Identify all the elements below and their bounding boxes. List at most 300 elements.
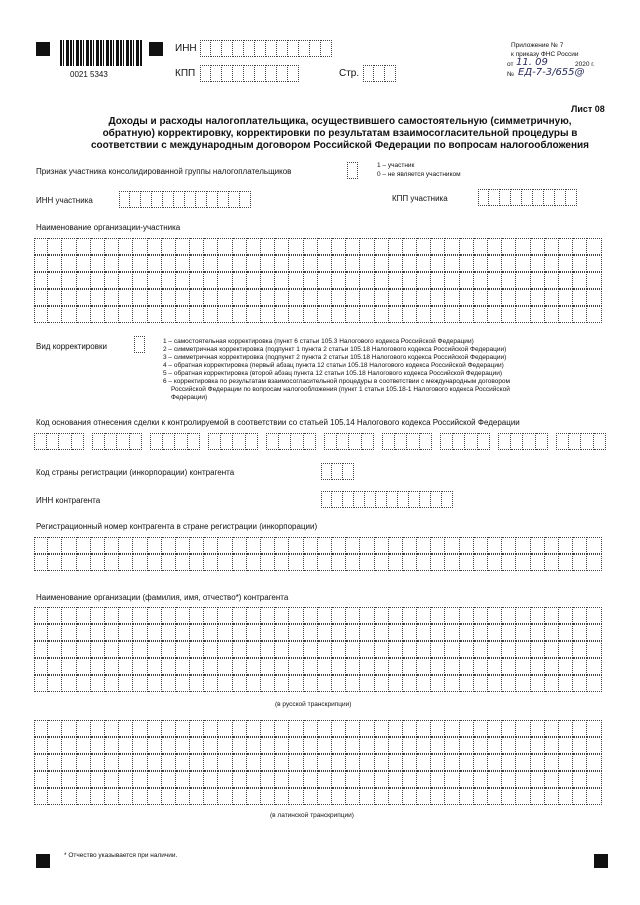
deal-code-cell[interactable] xyxy=(581,433,594,450)
grid-cell[interactable] xyxy=(304,641,318,658)
grid-cell[interactable] xyxy=(502,624,516,641)
grid-cell[interactable] xyxy=(502,554,516,571)
grid-cell[interactable] xyxy=(360,238,374,255)
grid-cell[interactable] xyxy=(119,754,133,771)
grid-cell[interactable] xyxy=(573,737,587,754)
grid-cell[interactable] xyxy=(545,537,559,554)
grid-cell[interactable] xyxy=(162,771,176,788)
grid-cell[interactable] xyxy=(247,658,261,675)
grid-cell[interactable] xyxy=(176,238,190,255)
kpp-participant-cells[interactable] xyxy=(478,189,577,206)
grid-cell[interactable] xyxy=(48,607,62,624)
grid-cell[interactable] xyxy=(587,289,601,306)
grid-cell[interactable] xyxy=(148,238,162,255)
grid-cell[interactable] xyxy=(318,272,332,289)
grid-cell[interactable] xyxy=(218,306,232,323)
grid-cell[interactable] xyxy=(48,754,62,771)
grid-cell[interactable] xyxy=(105,238,119,255)
deal-code-cell[interactable] xyxy=(349,433,362,450)
grid-cell[interactable] xyxy=(204,754,218,771)
grid-cell[interactable] xyxy=(488,537,502,554)
grid-cell[interactable] xyxy=(318,238,332,255)
grid-cell[interactable] xyxy=(275,788,289,805)
grid-cell[interactable] xyxy=(389,289,403,306)
deal-code-cell[interactable] xyxy=(594,433,607,450)
grid-cell[interactable] xyxy=(91,754,105,771)
grid-cell[interactable] xyxy=(190,238,204,255)
grid-cell[interactable] xyxy=(204,289,218,306)
grid-cell[interactable] xyxy=(176,607,190,624)
grid-row[interactable] xyxy=(34,788,602,805)
grid-cell[interactable] xyxy=(148,289,162,306)
grid-cell[interactable] xyxy=(91,537,105,554)
grid-cell[interactable] xyxy=(502,607,516,624)
grid-cell[interactable] xyxy=(34,272,48,289)
deal-code-cell[interactable] xyxy=(556,433,569,450)
grid-cell[interactable] xyxy=(488,255,502,272)
grid-cell[interactable] xyxy=(77,624,91,641)
grid-cell[interactable] xyxy=(133,754,147,771)
grid-cell[interactable] xyxy=(587,754,601,771)
grid-cell[interactable] xyxy=(261,624,275,641)
grid-cell[interactable] xyxy=(559,658,573,675)
grid-cell[interactable] xyxy=(417,272,431,289)
grid-cell[interactable] xyxy=(48,788,62,805)
grid-cell[interactable] xyxy=(318,737,332,754)
grid-cell[interactable] xyxy=(48,537,62,554)
grid-cell[interactable] xyxy=(474,641,488,658)
grid-cell[interactable] xyxy=(445,306,459,323)
grid-cell[interactable] xyxy=(346,641,360,658)
grid-cell[interactable] xyxy=(77,675,91,692)
grid-cell[interactable] xyxy=(91,788,105,805)
grid-cell[interactable] xyxy=(389,754,403,771)
grid-cell[interactable] xyxy=(91,771,105,788)
grid-cell[interactable] xyxy=(417,238,431,255)
grid-cell[interactable] xyxy=(289,641,303,658)
grid-cell[interactable] xyxy=(488,737,502,754)
grid-cell[interactable] xyxy=(545,607,559,624)
grid-cell[interactable] xyxy=(133,624,147,641)
grid-cell[interactable] xyxy=(133,641,147,658)
grid-cell[interactable] xyxy=(62,771,76,788)
grid-cell[interactable] xyxy=(389,641,403,658)
grid-cell[interactable] xyxy=(531,641,545,658)
grid-cell[interactable] xyxy=(318,306,332,323)
grid-cell[interactable] xyxy=(176,537,190,554)
grid-cell[interactable] xyxy=(445,720,459,737)
grid-cell[interactable] xyxy=(62,624,76,641)
grid-cell[interactable] xyxy=(176,675,190,692)
grid-cell[interactable] xyxy=(162,641,176,658)
deal-code-group[interactable] xyxy=(556,433,606,450)
deal-code-cell[interactable] xyxy=(72,433,85,450)
grid-cell[interactable] xyxy=(403,771,417,788)
grid-row[interactable] xyxy=(34,306,602,323)
grid-cell[interactable] xyxy=(148,754,162,771)
deal-code-cell[interactable] xyxy=(47,433,60,450)
grid-cell[interactable] xyxy=(62,306,76,323)
grid-cell[interactable] xyxy=(218,255,232,272)
inn-counterparty-cells[interactable] xyxy=(321,491,453,508)
grid-cell[interactable] xyxy=(162,675,176,692)
grid-row[interactable] xyxy=(34,771,602,788)
deal-code-cell[interactable] xyxy=(337,433,350,450)
grid-cell[interactable] xyxy=(148,720,162,737)
grid-cell[interactable] xyxy=(545,788,559,805)
grid-cell[interactable] xyxy=(516,607,530,624)
grid-cell[interactable] xyxy=(417,537,431,554)
grid-row[interactable] xyxy=(34,720,602,737)
grid-cell[interactable] xyxy=(445,272,459,289)
grid-cell[interactable] xyxy=(474,737,488,754)
grid-cell[interactable] xyxy=(77,641,91,658)
grid-cell[interactable] xyxy=(162,754,176,771)
grid-cell[interactable] xyxy=(332,255,346,272)
grid-cell[interactable] xyxy=(360,554,374,571)
deal-code-cell[interactable] xyxy=(188,433,201,450)
grid-cell[interactable] xyxy=(190,771,204,788)
grid-cell[interactable] xyxy=(389,255,403,272)
grid-cell[interactable] xyxy=(247,607,261,624)
grid-cell[interactable] xyxy=(516,272,530,289)
grid-cell[interactable] xyxy=(34,607,48,624)
grid-row[interactable] xyxy=(34,272,602,289)
grid-cell[interactable] xyxy=(261,607,275,624)
grid-cell[interactable] xyxy=(275,658,289,675)
grid-cell[interactable] xyxy=(162,720,176,737)
grid-cell[interactable] xyxy=(48,272,62,289)
grid-cell[interactable] xyxy=(275,306,289,323)
grid-cell[interactable] xyxy=(460,788,474,805)
grid-cell[interactable] xyxy=(247,306,261,323)
grid-cell[interactable] xyxy=(474,238,488,255)
grid-cell[interactable] xyxy=(261,788,275,805)
grid-cell[interactable] xyxy=(531,624,545,641)
grid-cell[interactable] xyxy=(133,675,147,692)
deal-code-cell[interactable] xyxy=(291,433,304,450)
grid-cell[interactable] xyxy=(77,607,91,624)
grid-cell[interactable] xyxy=(417,306,431,323)
kpp-cells[interactable] xyxy=(200,65,299,82)
grid-cell[interactable] xyxy=(176,289,190,306)
grid-cell[interactable] xyxy=(91,238,105,255)
grid-cell[interactable] xyxy=(346,624,360,641)
grid-cell[interactable] xyxy=(431,737,445,754)
grid-cell[interactable] xyxy=(233,238,247,255)
deal-code-cell[interactable] xyxy=(208,433,221,450)
grid-cell[interactable] xyxy=(275,624,289,641)
grid-cell[interactable] xyxy=(91,675,105,692)
grid-cell[interactable] xyxy=(148,306,162,323)
grid-cell[interactable] xyxy=(445,641,459,658)
grid-row[interactable] xyxy=(34,554,602,571)
grid-cell[interactable] xyxy=(304,675,318,692)
grid-cell[interactable] xyxy=(77,754,91,771)
grid-cell[interactable] xyxy=(346,720,360,737)
grid-cell[interactable] xyxy=(488,771,502,788)
deal-code-cell[interactable] xyxy=(150,433,163,450)
grid-cell[interactable] xyxy=(403,238,417,255)
grid-cell[interactable] xyxy=(460,720,474,737)
grid-cell[interactable] xyxy=(190,537,204,554)
grid-cell[interactable] xyxy=(162,554,176,571)
grid-cell[interactable] xyxy=(91,272,105,289)
grid-cell[interactable] xyxy=(573,641,587,658)
grid-cell[interactable] xyxy=(431,658,445,675)
grid-cell[interactable] xyxy=(233,607,247,624)
grid-cell[interactable] xyxy=(573,272,587,289)
grid-cell[interactable] xyxy=(119,788,133,805)
grid-cell[interactable] xyxy=(289,720,303,737)
grid-cell[interactable] xyxy=(133,272,147,289)
grid-cell[interactable] xyxy=(403,289,417,306)
grid-cell[interactable] xyxy=(417,624,431,641)
grid-cell[interactable] xyxy=(233,788,247,805)
deal-code-cell[interactable] xyxy=(523,433,536,450)
grid-cell[interactable] xyxy=(375,272,389,289)
grid-cell[interactable] xyxy=(431,272,445,289)
grid-cell[interactable] xyxy=(431,675,445,692)
grid-cell[interactable] xyxy=(218,675,232,692)
grid-cell[interactable] xyxy=(77,788,91,805)
grid-cell[interactable] xyxy=(162,238,176,255)
grid-cell[interactable] xyxy=(375,641,389,658)
grid-cell[interactable] xyxy=(247,272,261,289)
grid-cell[interactable] xyxy=(332,607,346,624)
grid-cell[interactable] xyxy=(346,537,360,554)
grid-cell[interactable] xyxy=(346,788,360,805)
grid-cell[interactable] xyxy=(332,720,346,737)
grid-cell[interactable] xyxy=(545,658,559,675)
grid-cell[interactable] xyxy=(190,272,204,289)
deal-code-group[interactable] xyxy=(208,433,258,450)
grid-cell[interactable] xyxy=(318,537,332,554)
grid-cell[interactable] xyxy=(360,641,374,658)
deal-code-cell[interactable] xyxy=(498,433,511,450)
grid-cell[interactable] xyxy=(289,554,303,571)
grid-cell[interactable] xyxy=(233,272,247,289)
grid-cell[interactable] xyxy=(573,624,587,641)
grid-cell[interactable] xyxy=(62,554,76,571)
grid-row[interactable] xyxy=(34,658,602,675)
grid-cell[interactable] xyxy=(360,658,374,675)
grid-cell[interactable] xyxy=(488,754,502,771)
grid-cell[interactable] xyxy=(190,624,204,641)
grid-cell[interactable] xyxy=(346,238,360,255)
grid-cell[interactable] xyxy=(77,306,91,323)
grid-cell[interactable] xyxy=(375,607,389,624)
grid-cell[interactable] xyxy=(261,289,275,306)
grid-cell[interactable] xyxy=(233,675,247,692)
grid-cell[interactable] xyxy=(431,754,445,771)
grid-cell[interactable] xyxy=(332,737,346,754)
grid-cell[interactable] xyxy=(119,658,133,675)
grid-cell[interactable] xyxy=(148,675,162,692)
grid-cell[interactable] xyxy=(275,771,289,788)
grid-cell[interactable] xyxy=(417,658,431,675)
grid-cell[interactable] xyxy=(559,737,573,754)
grid-cell[interactable] xyxy=(531,537,545,554)
grid-cell[interactable] xyxy=(105,306,119,323)
grid-cell[interactable] xyxy=(488,306,502,323)
grid-cell[interactable] xyxy=(403,788,417,805)
grid-cell[interactable] xyxy=(502,289,516,306)
grid-cell[interactable] xyxy=(48,255,62,272)
deal-code-cells[interactable] xyxy=(34,433,606,450)
grid-row[interactable] xyxy=(34,238,602,255)
grid-cell[interactable] xyxy=(460,255,474,272)
grid-cell[interactable] xyxy=(133,238,147,255)
grid-cell[interactable] xyxy=(204,238,218,255)
grid-cell[interactable] xyxy=(247,754,261,771)
grid-cell[interactable] xyxy=(48,554,62,571)
grid-cell[interactable] xyxy=(247,554,261,571)
grid-cell[interactable] xyxy=(91,306,105,323)
deal-code-group[interactable] xyxy=(440,433,490,450)
grid-cell[interactable] xyxy=(488,675,502,692)
grid-cell[interactable] xyxy=(62,658,76,675)
grid-cell[interactable] xyxy=(502,272,516,289)
grid-cell[interactable] xyxy=(233,641,247,658)
grid-cell[interactable] xyxy=(148,788,162,805)
grid-cell[interactable] xyxy=(148,607,162,624)
grid-cell[interactable] xyxy=(218,607,232,624)
grid-cell[interactable] xyxy=(417,720,431,737)
grid-cell[interactable] xyxy=(261,737,275,754)
grid-cell[interactable] xyxy=(105,641,119,658)
grid-cell[interactable] xyxy=(190,788,204,805)
grid-cell[interactable] xyxy=(431,554,445,571)
grid-cell[interactable] xyxy=(375,537,389,554)
grid-cell[interactable] xyxy=(218,737,232,754)
grid-cell[interactable] xyxy=(375,554,389,571)
grid-cell[interactable] xyxy=(218,720,232,737)
grid-cell[interactable] xyxy=(403,720,417,737)
grid-cell[interactable] xyxy=(545,771,559,788)
grid-cell[interactable] xyxy=(502,658,516,675)
grid-cell[interactable] xyxy=(389,788,403,805)
grid-cell[interactable] xyxy=(91,658,105,675)
grid-cell[interactable] xyxy=(105,771,119,788)
grid-cell[interactable] xyxy=(162,255,176,272)
grid-cell[interactable] xyxy=(119,537,133,554)
grid-cell[interactable] xyxy=(247,737,261,754)
grid-cell[interactable] xyxy=(573,754,587,771)
grid-cell[interactable] xyxy=(445,607,459,624)
grid-cell[interactable] xyxy=(261,306,275,323)
grid-cell[interactable] xyxy=(176,788,190,805)
grid-cell[interactable] xyxy=(91,737,105,754)
grid-cell[interactable] xyxy=(261,771,275,788)
inn-cells[interactable] xyxy=(200,40,332,57)
grid-cell[interactable] xyxy=(48,658,62,675)
grid-cell[interactable] xyxy=(275,737,289,754)
grid-cell[interactable] xyxy=(148,771,162,788)
grid-cell[interactable] xyxy=(403,624,417,641)
grid-cell[interactable] xyxy=(573,289,587,306)
grid-cell[interactable] xyxy=(573,238,587,255)
grid-cell[interactable] xyxy=(48,289,62,306)
grid-cell[interactable] xyxy=(545,272,559,289)
grid-cell[interactable] xyxy=(289,537,303,554)
grid-cell[interactable] xyxy=(304,771,318,788)
grid-cell[interactable] xyxy=(133,289,147,306)
grid-cell[interactable] xyxy=(573,658,587,675)
grid-cell[interactable] xyxy=(48,720,62,737)
deal-code-cell[interactable] xyxy=(279,433,292,450)
grid-cell[interactable] xyxy=(474,720,488,737)
grid-cell[interactable] xyxy=(587,658,601,675)
grid-cell[interactable] xyxy=(474,607,488,624)
grid-cell[interactable] xyxy=(559,754,573,771)
grid-cell[interactable] xyxy=(545,737,559,754)
country-code-cells[interactable] xyxy=(321,463,354,480)
deal-code-group[interactable] xyxy=(150,433,200,450)
grid-cell[interactable] xyxy=(417,641,431,658)
grid-cell[interactable] xyxy=(460,624,474,641)
grid-row[interactable] xyxy=(34,754,602,771)
grid-cell[interactable] xyxy=(148,255,162,272)
grid-cell[interactable] xyxy=(502,737,516,754)
grid-cell[interactable] xyxy=(573,537,587,554)
grid-cell[interactable] xyxy=(445,754,459,771)
grid-cell[interactable] xyxy=(474,658,488,675)
grid-cell[interactable] xyxy=(148,272,162,289)
grid-cell[interactable] xyxy=(275,537,289,554)
group-sign-cell[interactable] xyxy=(347,162,358,179)
grid-cell[interactable] xyxy=(502,788,516,805)
grid-cell[interactable] xyxy=(162,289,176,306)
grid-cell[interactable] xyxy=(445,675,459,692)
grid-cell[interactable] xyxy=(445,289,459,306)
grid-cell[interactable] xyxy=(133,788,147,805)
grid-cell[interactable] xyxy=(304,537,318,554)
grid-cell[interactable] xyxy=(34,754,48,771)
grid-cell[interactable] xyxy=(587,675,601,692)
deal-code-group[interactable] xyxy=(266,433,316,450)
deal-code-group[interactable] xyxy=(498,433,548,450)
grid-cell[interactable] xyxy=(516,754,530,771)
grid-cell[interactable] xyxy=(190,737,204,754)
grid-cell[interactable] xyxy=(474,624,488,641)
grid-cell[interactable] xyxy=(332,675,346,692)
grid-cell[interactable] xyxy=(34,771,48,788)
grid-cell[interactable] xyxy=(445,554,459,571)
grid-cell[interactable] xyxy=(176,737,190,754)
grid-cell[interactable] xyxy=(318,658,332,675)
grid-cell[interactable] xyxy=(559,554,573,571)
deal-code-group[interactable] xyxy=(382,433,432,450)
grid-cell[interactable] xyxy=(34,624,48,641)
grid-cell[interactable] xyxy=(502,771,516,788)
grid-cell[interactable] xyxy=(190,607,204,624)
grid-cell[interactable] xyxy=(176,255,190,272)
deal-code-cell[interactable] xyxy=(465,433,478,450)
grid-cell[interactable] xyxy=(573,675,587,692)
grid-cell[interactable] xyxy=(218,788,232,805)
grid-cell[interactable] xyxy=(389,624,403,641)
grid-cell[interactable] xyxy=(587,272,601,289)
grid-cell[interactable] xyxy=(431,771,445,788)
grid-cell[interactable] xyxy=(587,537,601,554)
grid-cell[interactable] xyxy=(531,289,545,306)
grid-row[interactable] xyxy=(34,641,602,658)
grid-cell[interactable] xyxy=(275,720,289,737)
grid-cell[interactable] xyxy=(488,641,502,658)
grid-cell[interactable] xyxy=(77,255,91,272)
grid-cell[interactable] xyxy=(559,537,573,554)
